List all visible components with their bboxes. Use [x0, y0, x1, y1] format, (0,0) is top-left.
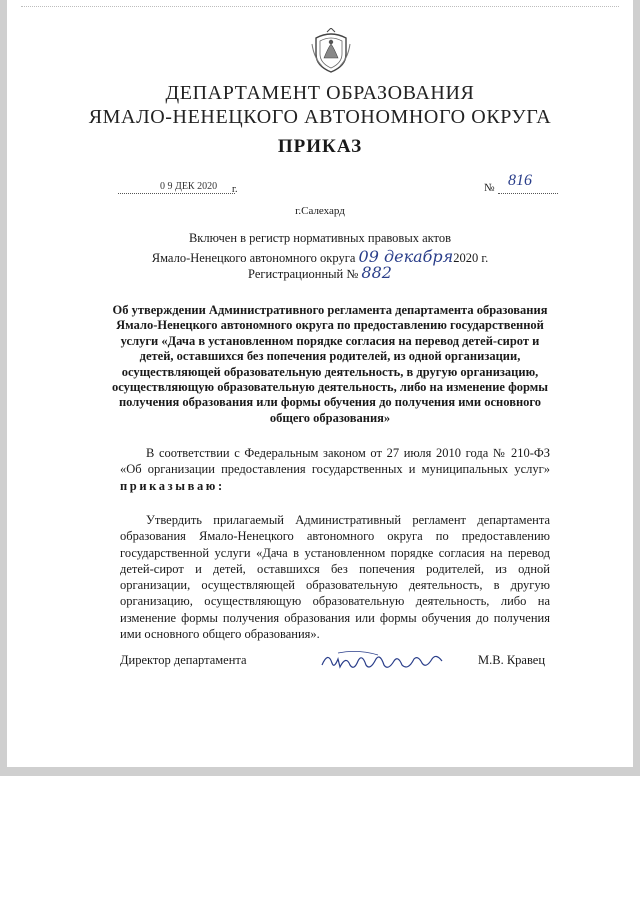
order-keyword-colon: : [217, 478, 223, 493]
document-type-title: ПРИКАЗ [277, 136, 363, 157]
order-number-handwritten: 816 [508, 172, 532, 189]
order-title-text: Об утверждении Административного регламента департамента образования Ямало-Ненецкого автономного округа по предоставлению государственной услуги «Дача в установленном порядке согласия на перевод детей-сирот и детей, оставшихся без попечения родителей, из одной организации, осуществляющей образовательную деятельность, в другую организацию, осуществляющую образовательную деятельность, либо на изменение формы получения образования или формы обучения до получения ими основного общего образования» [112, 303, 548, 425]
registration-prefix: Ямало-Ненецкого автономного округа [151, 251, 356, 265]
registration-number-label: Регистрационный № [248, 267, 359, 281]
signatory-position: Директор департамента [120, 653, 247, 667]
coat-of-arms-icon [310, 28, 352, 74]
date-underline [118, 193, 235, 194]
signatory-name: М.В. Кравец [478, 653, 546, 667]
department-name-line1: ДЕПАРТАМЕНТ ОБРАЗОВАНИЯ [165, 82, 475, 104]
preamble-text: В соответствии с Федеральным законом от 27 июля 2010 года № 210-ФЗ «Об организации предоставления государственных и муниципальных услуг» [120, 446, 550, 477]
city-name: г.Салехард [295, 205, 345, 217]
registration-line3 [0, 263, 640, 282]
department-name-line2: ЯМАЛО-НЕНЕЦКОГО АВТОНОМНОГО ОКРУГА [88, 106, 552, 128]
date-year-suffix: г. [232, 184, 238, 195]
registration-year: 2020 г. [453, 251, 489, 265]
registration-date-handwritten: 09 декабря [358, 247, 454, 266]
handwritten-signature [318, 645, 448, 675]
order-date-stamp: 0 9 ДЕК 2020 [160, 181, 218, 192]
number-underline [498, 193, 558, 194]
directive-paragraph: Утвердить прилагаемый Административный регламент департамента образования Ямало-Ненецкого автономного округа по предоставлению государственной услуги «Дача в установленном порядке согласия на перевод детей-сирот и детей, оставшихся без попечения родителей, из одной организации, осуществляющей образовательную деятельность, в другую организацию, осуществляющую образовательную деятельность, либо на изменение формы получения образования или формы обучения до получения ими основного общего образования». [120, 513, 550, 642]
order-number-label: № [484, 182, 495, 194]
registration-line1: Включен в регистр нормативных правовых актов [188, 231, 452, 245]
registration-number-handwritten: 882 [361, 263, 392, 282]
order-keyword: приказываю [120, 478, 218, 493]
preamble-paragraph [120, 445, 550, 494]
